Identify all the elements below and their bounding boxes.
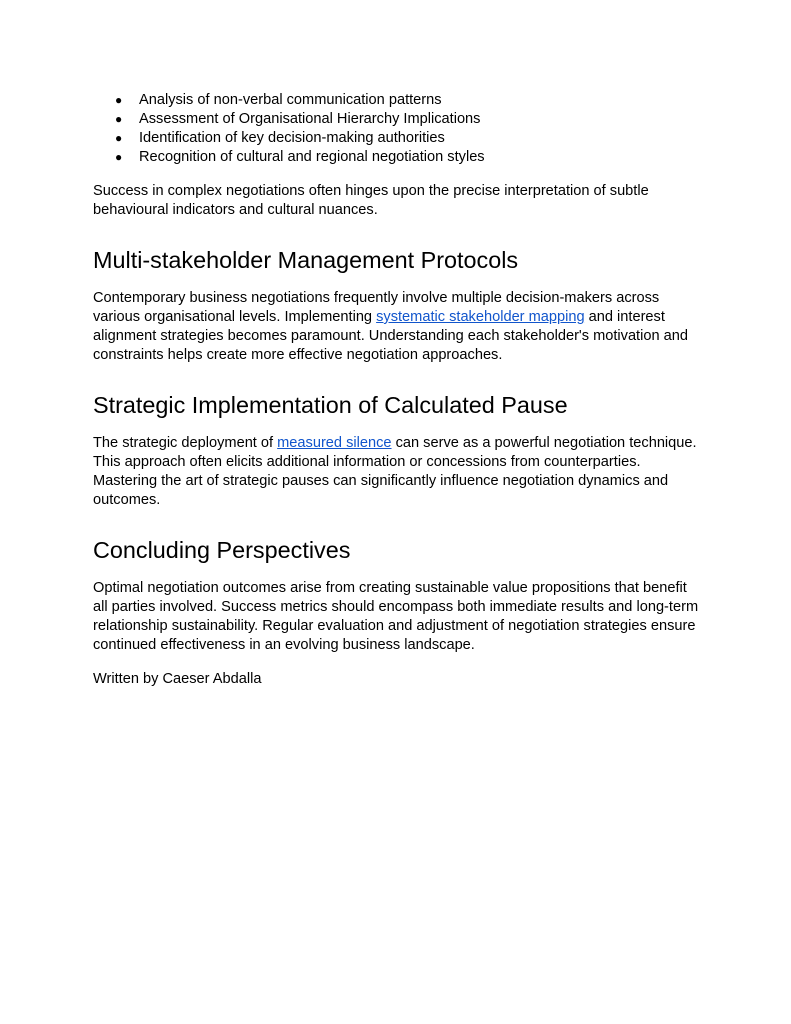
section-paragraph-stakeholder [93, 289, 703, 365]
list-item-text: Assessment of Organisational Hierarchy Implications [139, 111, 481, 127]
bullet-icon: ● [115, 112, 123, 126]
list-item-text: Recognition of cultural and regional negotiation styles [139, 149, 485, 165]
paragraph-text: Contemporary business negotiations frequently involve multiple decision-makers across various organisational levels. Implementing [93, 290, 660, 325]
section-heading-conclusion: Concluding Perspectives [93, 537, 351, 563]
intro-paragraph: Success in complex negotiations often hinges upon the precise interpretation of subtle behavioural indicators and cultural nuances. [93, 183, 649, 218]
list-item [93, 110, 703, 129]
paragraph-text: and interest alignment strategies becomes paramount. Understanding each stakeholder's motivation and constraints helps create more effective negotiation approaches. [93, 309, 688, 363]
bullet-icon: ● [115, 93, 123, 107]
section-paragraph-conclusion: Optimal negotiation outcomes arise from creating sustainable value propositions that benefit all parties involved. Success metrics should encompass both immediate results and long-term relationship sustainability. Regular evaluation and adjustment of negotiation strategies ensure continued effectiveness in an evolving business landscape. [93, 580, 699, 653]
paragraph-text: can serve as a powerful negotiation technique. This approach often elicits additional information or concessions from counterparties. Mastering the art of strategic pauses can significantly influence negotiation dynamics and outcomes. [93, 435, 697, 508]
list-item-text: Identification of key decision-making authorities [139, 130, 445, 146]
measured-silence-link[interactable]: measured silence [277, 435, 392, 451]
stakeholder-mapping-link[interactable]: systematic stakeholder mapping [376, 309, 585, 325]
bullet-icon: ● [115, 150, 123, 164]
author-signature: Written by Caeser Abdalla [93, 671, 262, 687]
section-paragraph-pause [93, 434, 703, 510]
section-heading-pause: Strategic Implementation of Calculated Pause [93, 392, 568, 418]
list-item [93, 148, 703, 167]
section-heading-stakeholder: Multi-stakeholder Management Protocols [93, 247, 519, 273]
list-item [93, 129, 703, 148]
list-item-text: Analysis of non-verbal communication patterns [139, 92, 442, 108]
document-page [93, 91, 703, 689]
paragraph-text: The strategic deployment of [93, 435, 278, 451]
bullet-list [93, 91, 703, 167]
bullet-icon: ● [115, 131, 123, 145]
list-item [93, 91, 703, 110]
